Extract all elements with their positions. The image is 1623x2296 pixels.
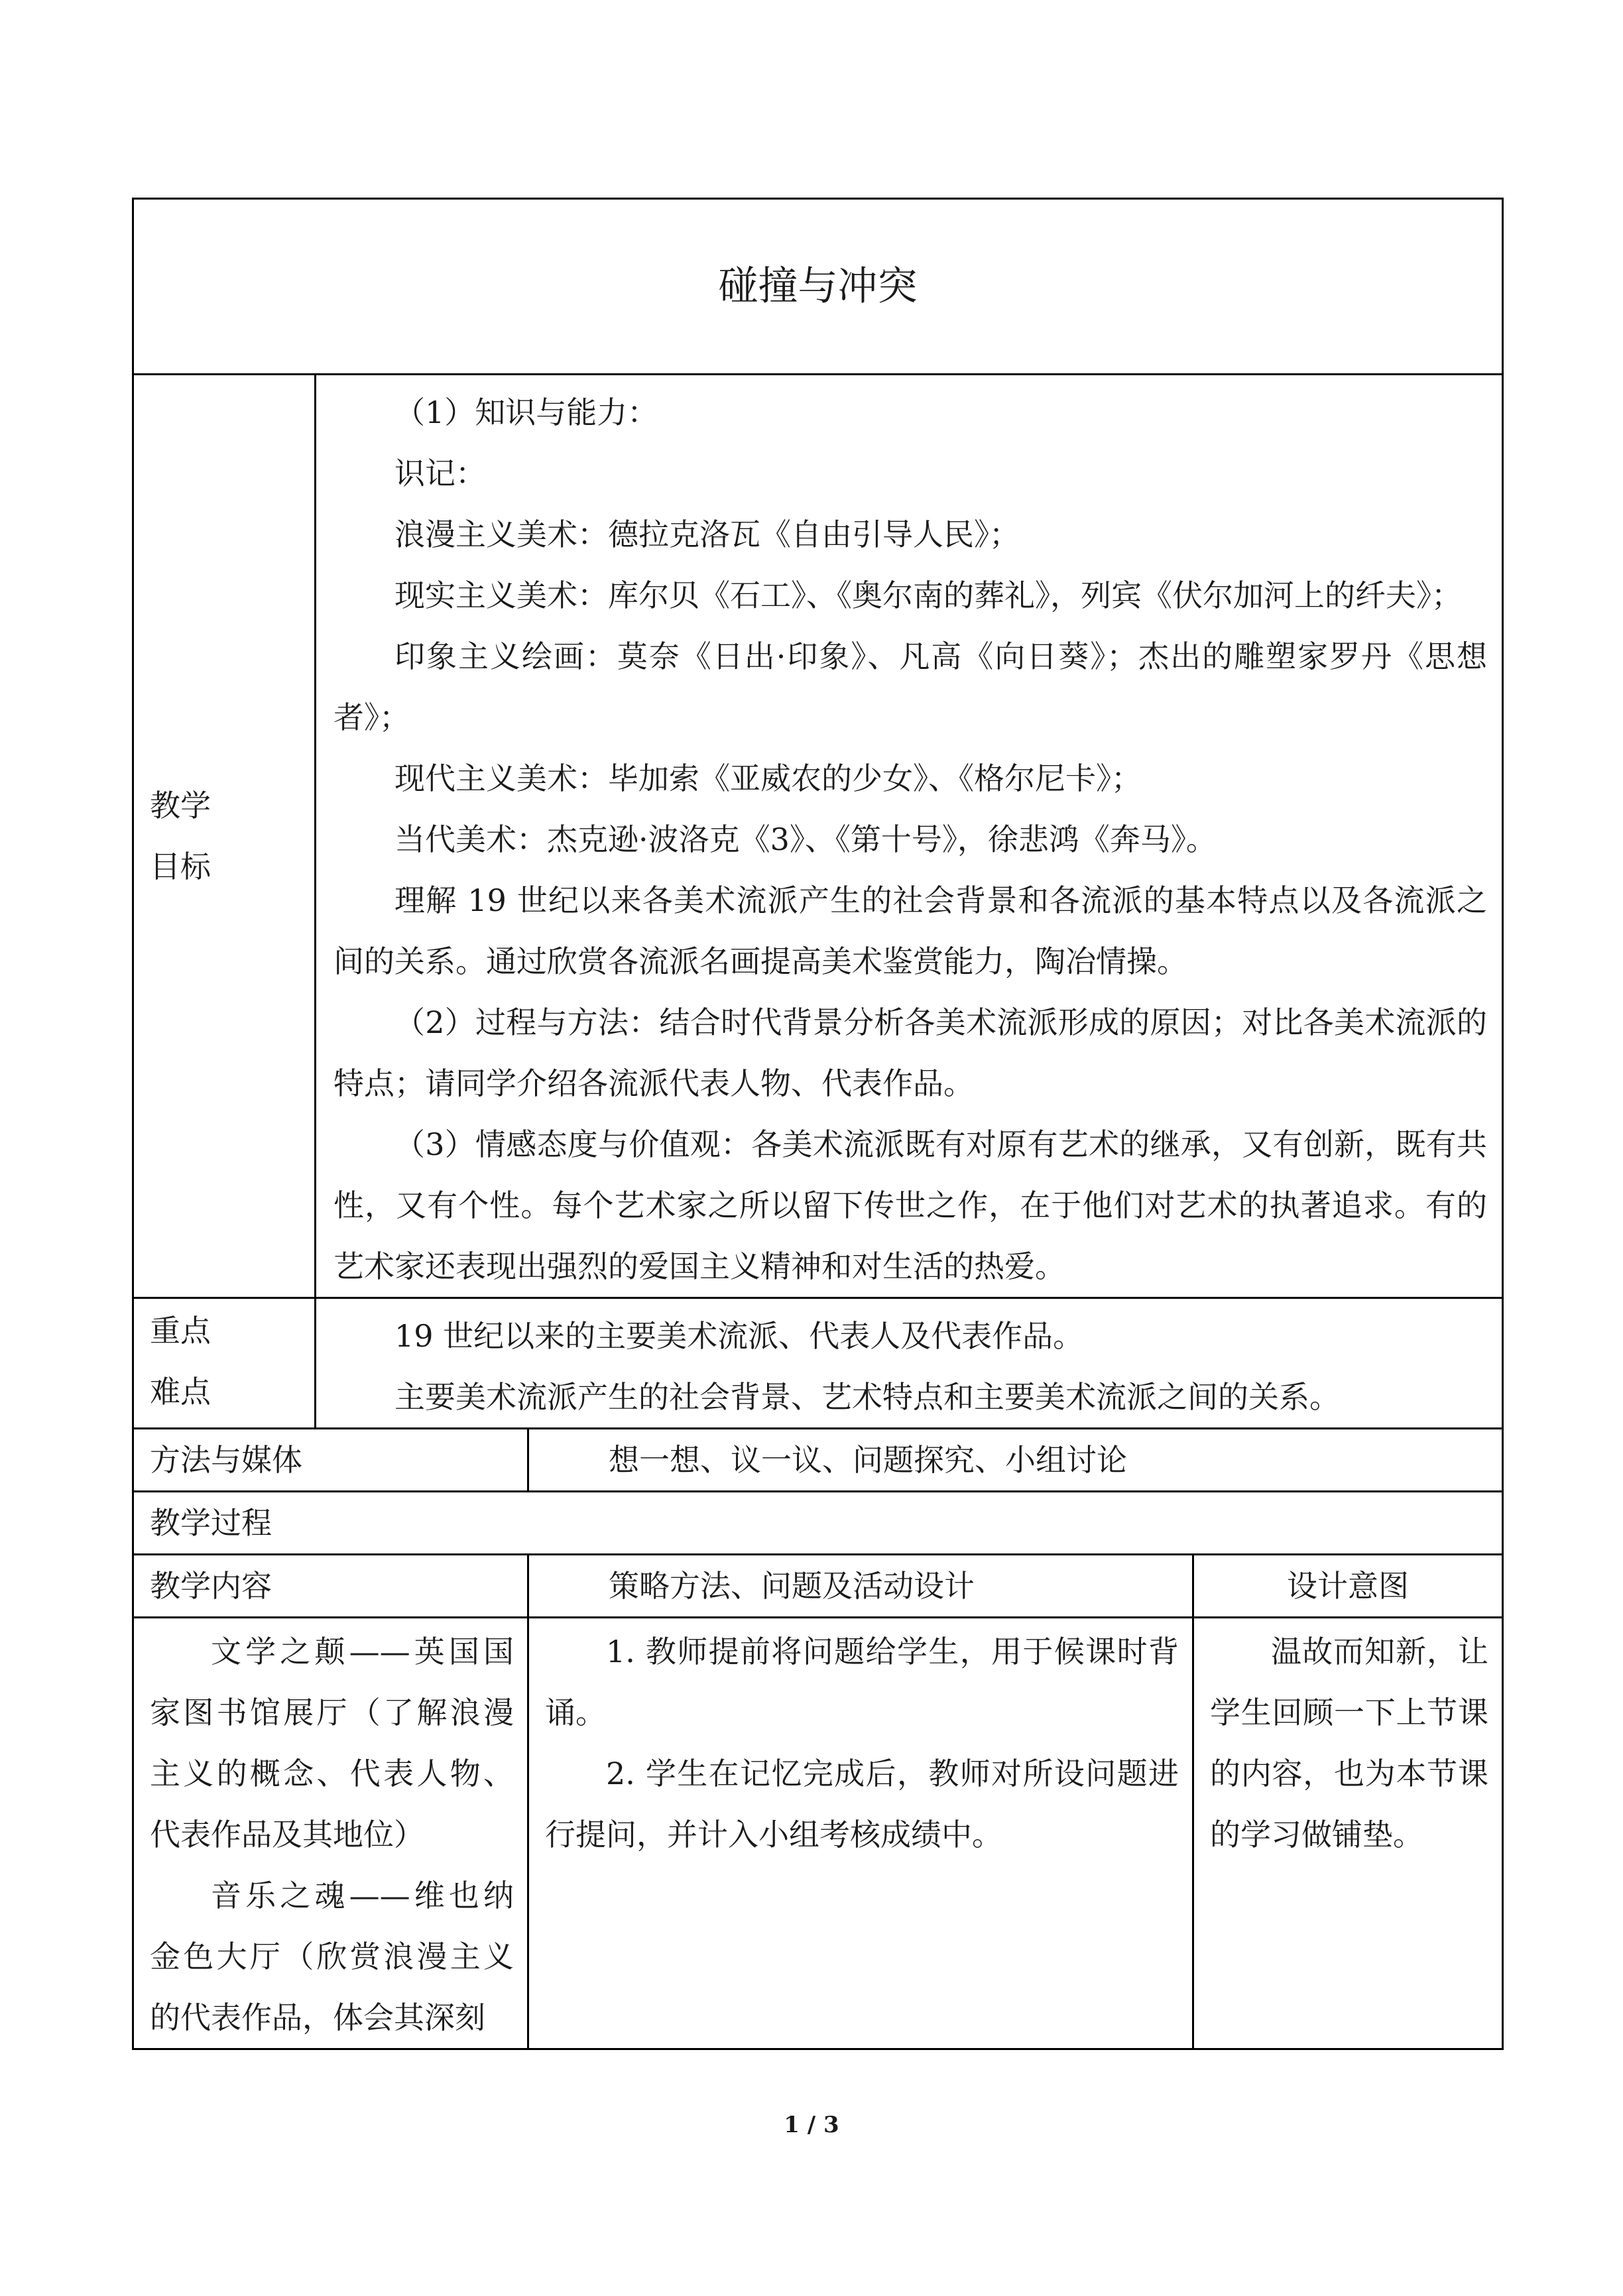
teaching-content-cell [133,1618,528,2049]
strategy-paragraph: 1. 教师提前将问题给学生，用于候课时背诵。 [545,1634,1179,1730]
teaching-content-paragraph: 文学之颠——英国国家图书馆展厅（了解浪漫主义的概念、代表人物、代表作品及其地位） [150,1634,514,1852]
objectives-row [133,375,1503,1298]
key-point-text: 19 世纪以来的主要美术流派、代表人及代表作品。 [394,1318,1084,1354]
difficult-point-text: 主要美术流派产生的社会背景、艺术特点和主要美术流派之间的关系。 [394,1379,1340,1415]
methods-value: 想一想、议一议、问题探究、小组讨论 [528,1429,1503,1492]
intent-paragraph: 温故而知新，让学生回顾一下上节课的内容，也为本节课的学习做铺垫。 [1210,1634,1488,1852]
process-row [133,1492,1503,1555]
objective-paragraph: 现代主义美术：毕加索《亚威农的少女》、《格尔尼卡》； [394,760,1142,796]
key-points-row [133,1298,1503,1429]
strategy-paragraph: 2. 学生在记忆完成后，教师对所设问题进行提问，并计入小组考核成绩中。 [545,1756,1179,1852]
objective-paragraph: 当代美术：杰克逊·波洛克《3》、《第十号》，徐悲鸿《奔马》。 [394,821,1217,857]
column-header-intent: 设计意图 [1193,1555,1503,1618]
objective-paragraph: （1）知识与能力： [394,394,658,430]
strategy-cell [528,1618,1193,2049]
objective-paragraph: （3）情感态度与价值观：各美术流派既有对原有艺术的继承，又有创新，既有共性，又有个性。每个艺术家之所以留下传世之作，在于他们对艺术的执著追求。有的艺术家还表现出强烈的爱国主义精神和对生活的热爱。 [333,1126,1487,1284]
process-label: 教学过程 [133,1492,1503,1555]
key-label: 重点 [150,1313,211,1349]
column-header-strategy: 策略方法、问题及活动设计 [528,1555,1193,1618]
objectives-content [316,375,1503,1298]
page-title: 碰撞与冲突 [133,199,1503,375]
column-header-content: 教学内容 [133,1555,528,1618]
key-points-label [133,1298,316,1429]
objective-paragraph: （2）过程与方法：结合时代背景分析各美术流派形成的原因；对比各美术流派的特点；请同学介绍各流派代表人物、代表作品。 [333,1004,1487,1101]
key-points-content [316,1298,1503,1429]
methods-label: 方法与媒体 [133,1429,528,1492]
objectives-label-line1: 教学 [150,788,211,823]
page-number: 1 / 3 [784,2112,839,2138]
objective-paragraph: 浪漫主义美术：德拉克洛瓦《自由引导人民》； [394,516,1020,552]
objectives-label-line2: 目标 [150,849,211,884]
teaching-content-paragraph: 音乐之魂——维也纳金色大厅（欣赏浪漫主义的代表作品，体会其深刻 [150,1878,514,2035]
objectives-label [133,375,316,1298]
title-row [133,199,1503,375]
methods-row [133,1429,1503,1492]
process-content-row [133,1618,1503,2049]
objective-paragraph: 识记： [394,455,486,491]
intent-cell [1193,1618,1503,2049]
lesson-plan-table [132,198,1504,2050]
objective-paragraph: 理解 19 世纪以来各美术流派产生的社会背景和各流派的基本特点以及各流派之间的关系。通过欣赏各流派名画提高美术鉴赏能力，陶冶情操。 [333,882,1487,979]
difficult-label: 难点 [150,1374,211,1410]
column-header-row [133,1555,1503,1618]
objective-paragraph: 现实主义美术：库尔贝《石工》、《奥尔南的葬礼》，列宾《伏尔加河上的纤夫》； [394,577,1462,613]
objective-paragraph: 印象主义绘画：莫奈《日出·印象》、凡高《向日葵》；杰出的雕塑家罗丹《思想者》； [333,638,1487,735]
